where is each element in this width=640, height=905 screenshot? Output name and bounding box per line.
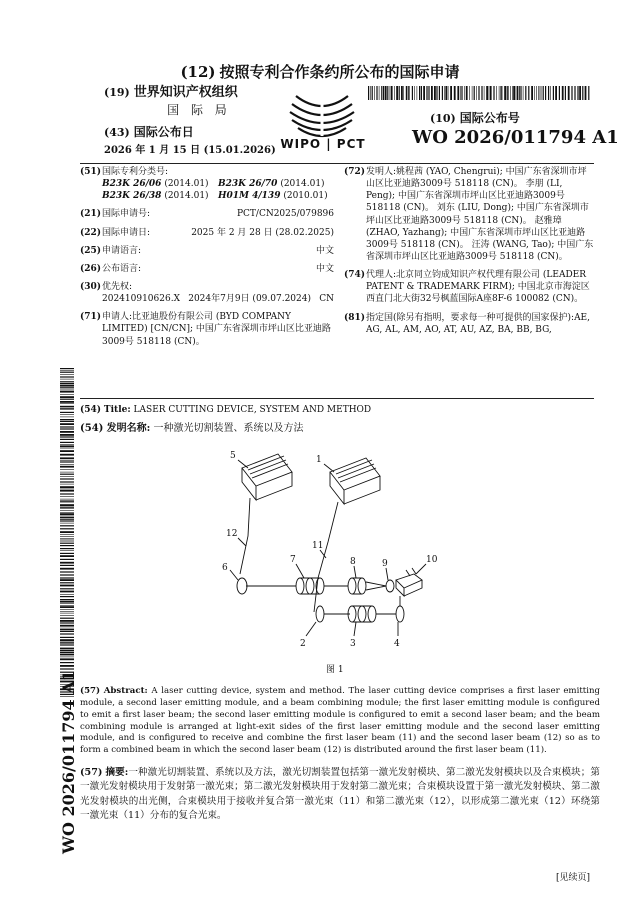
- abstract-en-label: Abstract:: [103, 686, 148, 696]
- inventors-text: 姚程茜 (YAO, Chengrui); 中国广东省深圳市坪山区比亚迪路3009号 518118 (CN)。 李朋 (LI, Peng); 中国广东省深圳市坪山区比亚迪路3009号 518118 (CN)。 刘东 (LIU, Dong); 中国广东省深圳市坪山区比亚迪路3009号 518118 (CN)。 赵雅璋 (ZHAO, Yazhang); 中国广东省深圳市坪山区比亚迪路3009号 518118 (CN)。 汪涛 (WANG, Tao); 中国广东省深圳市坪山区比亚迪路3009号 518118 (CN)。: [366, 167, 594, 262]
- title-english: [80, 404, 371, 416]
- org-sub: 国 际 局: [167, 102, 231, 117]
- figure-caption: 图 1: [326, 665, 344, 675]
- field-51-label: 国际专利分类号:: [102, 167, 169, 177]
- organization-block: [104, 84, 274, 118]
- publication-date-block: [104, 124, 294, 157]
- priority-date: 2024年7月9日 (09.07.2024): [188, 294, 311, 305]
- field-21-code: (21): [80, 209, 102, 220]
- designated-states: AE, AG, AL, AM, AO, AT, AU, AZ, BA, BB, BG,: [366, 312, 590, 335]
- title-en-code: (54): [80, 405, 102, 415]
- field-26-label: 公布语言:: [102, 263, 142, 274]
- fiber-12: [240, 498, 250, 574]
- abstract-zh-code: (57): [80, 767, 103, 778]
- title-code: (12): [180, 63, 216, 81]
- field-81: [344, 312, 594, 336]
- pubno-label: 国际公布号: [459, 111, 520, 125]
- callout-9: 9: [382, 559, 388, 569]
- field-22-label: 国际申请日:: [102, 227, 151, 238]
- field-51-code: (51): [80, 167, 102, 177]
- org-code: (19): [104, 86, 130, 99]
- document-title: [0, 62, 640, 82]
- abstract-en-text: A laser cutting device, system and method. The laser cutting device comprises a first laser emitting module, a second laser emitting module, and a beam combining module; the first laser emitting module is configured to emit a first laser beam; the second laser emitting module is configured to emit a second laser beam; and the beam combining module is arranged at light-exit sides of the first laser emitting module and the second laser emitting module, and is configured to receive and combine the first laser beam (11) and the second laser beam (12) so as to form a combined beam in which the second laser beam (12) is distributed around the first laser beam (11).: [80, 686, 601, 756]
- pubdate-value: 2026 年 1 月 15 日 (15.01.2026): [104, 144, 276, 156]
- figure-1-drawing: [200, 446, 480, 670]
- header-divider: [80, 163, 594, 164]
- priority-country: CN: [319, 294, 334, 305]
- continued-notice: [见续页]: [556, 873, 591, 883]
- agent-text: 北京同立钧成知识产权代理有限公司 (LEADER PATENT & TRADEMARK FIRM); 中国北京市海淀区西直门北大街32号枫蓝国际A座8F-6 100082 (CN)。: [366, 270, 590, 305]
- field-30-label: 优先权:: [102, 281, 133, 292]
- callout-11: 11: [312, 541, 324, 551]
- abstract-zh-text: 一种激光切割装置、系统以及方法，激光切割装置包括第一激光发射模块、第二激光发射模块以及合束模块；第一激光发射模块用于发射第一激光束；第二激光发射模块用于发射第二激光束；合束模块设置于第一激光发射模块、第二激光发射模块的出光侧，合束模块用于接收并复合第一激光束（11）和第二激光束（12），以形成第二激光束（12）环绕第一激光束（11）分布的复合光束。: [80, 767, 600, 822]
- org-name: 世界知识产权组织: [133, 85, 238, 100]
- barcode-icon: [368, 86, 590, 100]
- publication-number: WO 2026/011794 A1: [412, 127, 619, 148]
- ipc-class: B23K 26/06: [102, 179, 162, 190]
- field-21-label: 国际申请号:: [102, 209, 151, 220]
- callout-6: 6: [222, 563, 228, 573]
- callout-3: 3: [350, 639, 356, 649]
- filing-date: 2025 年 2 月 28 日 (28.02.2025): [191, 227, 334, 238]
- title-divider: [80, 398, 594, 399]
- callout-7: 7: [290, 555, 296, 565]
- field-22: [80, 227, 334, 239]
- title-text: 按照专利合作条约所公布的国际申请: [219, 63, 460, 81]
- title-chinese: [80, 422, 303, 436]
- laser-module-5: [242, 454, 292, 500]
- ipc-class: H01M 4/139: [218, 191, 281, 202]
- laser-module-1: [330, 458, 380, 504]
- field-30-code: (30): [80, 281, 102, 292]
- field-71-code: (71): [80, 312, 102, 323]
- wipo-pct-text: WIPO | PCT: [280, 137, 366, 151]
- field-26-code: (26): [80, 263, 102, 274]
- field-74: [344, 269, 594, 305]
- ipc-year: (2014.01): [164, 179, 209, 190]
- priority-number: 202410910626.X: [102, 294, 180, 305]
- abstract-en-code: (57): [80, 686, 101, 696]
- abstract-english: [80, 686, 600, 757]
- ipc-class: B23K 26/70: [218, 179, 278, 190]
- ipc-year: (2010.01): [283, 191, 328, 202]
- field-71: [80, 311, 334, 347]
- ipc-class: B23K 26/38: [102, 191, 162, 202]
- pubdate-code: (43): [104, 126, 130, 139]
- fiber-11: [318, 502, 338, 578]
- field-81-code: (81): [344, 312, 366, 323]
- applicant-text: 比亚迪股份有限公司 (BYD COMPANY LIMITED) [CN/CN]; 中国广东省深圳市坪山区比亚迪路3009号 518118 (CN)。: [102, 312, 331, 347]
- field-74-code: (74): [344, 270, 366, 281]
- bibliographic-left-column: [80, 166, 334, 354]
- mirror-6: [237, 578, 247, 594]
- callout-5: 5: [230, 451, 236, 461]
- field-72-label: 发明人:: [366, 167, 397, 177]
- vertical-publication-number: WO 2026/011794 A1: [59, 670, 78, 854]
- abstract-zh-label: 摘要:: [105, 767, 129, 778]
- field-21: [80, 208, 334, 220]
- callout-4: 4: [394, 639, 400, 649]
- bibliographic-right-column: [344, 166, 594, 342]
- field-81-label: 指定国(除另有指明，要求每一种可提供的国家保护):: [366, 312, 575, 323]
- callout-8: 8: [350, 557, 356, 567]
- field-30: [80, 281, 334, 305]
- filing-language: 中文: [315, 245, 334, 256]
- field-25-code: (25): [80, 245, 102, 256]
- field-25-label: 申请语言:: [102, 245, 142, 256]
- callout-2: 2: [300, 639, 306, 649]
- title-en-text: LASER CUTTING DEVICE, SYSTEM AND METHOD: [133, 405, 372, 415]
- pubno-label-block: [430, 110, 520, 127]
- pubdate-label: 国际公布日: [133, 125, 194, 139]
- field-74-label: 代理人:: [366, 270, 397, 281]
- field-51: [80, 166, 334, 202]
- field-72: [344, 166, 594, 263]
- ipc-year: (2014.01): [164, 191, 209, 202]
- ipc-year: (2014.01): [280, 179, 325, 190]
- callout-1: 1: [316, 455, 322, 465]
- field-22-code: (22): [80, 227, 102, 238]
- publication-language: 中文: [315, 263, 334, 274]
- callout-12: 12: [226, 529, 238, 539]
- field-71-label: 申请人:: [102, 312, 133, 323]
- abstract-chinese: [80, 766, 600, 824]
- callout-10: 10: [426, 555, 438, 565]
- title-en-label: Title:: [103, 405, 131, 415]
- title-zh-label: 发明名称:: [106, 423, 151, 434]
- field-26: [80, 263, 334, 275]
- title-zh-text: 一种激光切割装置、系统以及方法: [153, 423, 304, 434]
- application-number: PCT/CN2025/079896: [236, 209, 334, 220]
- title-zh-code: (54): [80, 423, 104, 434]
- field-25: [80, 245, 334, 257]
- field-72-code: (72): [344, 167, 366, 177]
- pubno-code: (10): [430, 112, 456, 125]
